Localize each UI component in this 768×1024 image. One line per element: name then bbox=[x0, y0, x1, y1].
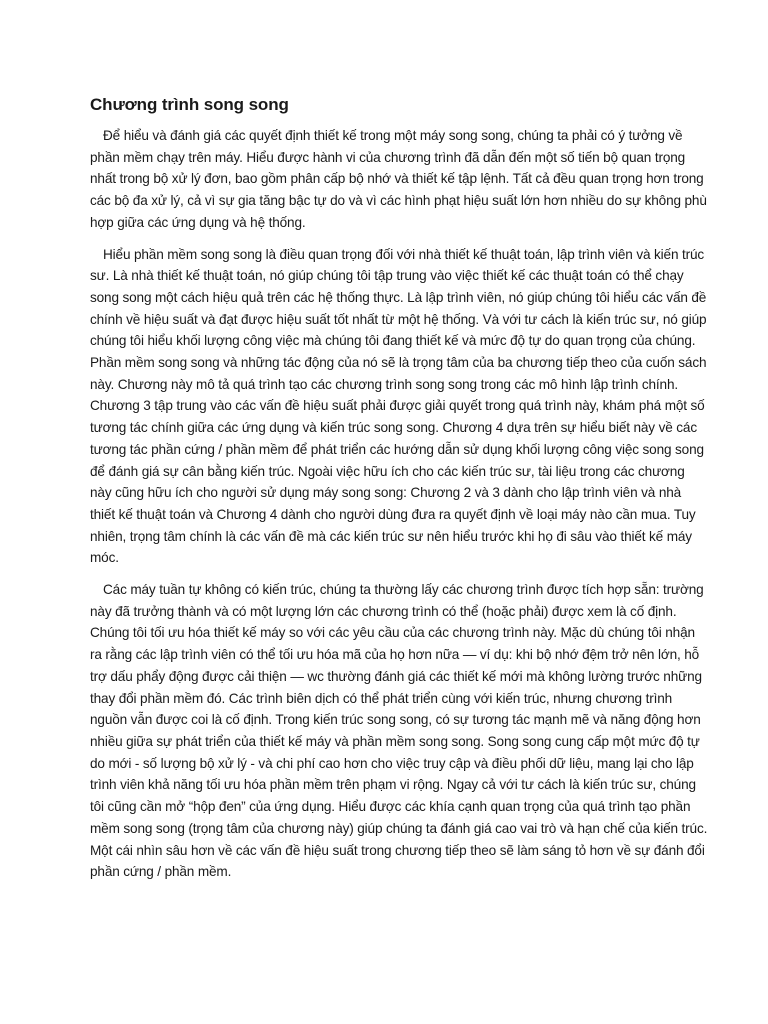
document-page bbox=[90, 93, 708, 893]
paragraph-3: Các máy tuần tự không có kiến trúc, chúng ta thường lấy các chương trình được tích hợp sẵn: trường này đã trưởng thành và có một lượng lớn các chương trình có thể (hoặc phải) được xem là cố định. Chúng tôi tối ưu hóa thiết kế máy so với các yêu cầu của các chương trình này. Mặc dù chúng tôi nhận ra rằng các lập trình viên có thể tối ưu hóa mã của họ hơn nữa — ví dụ: khi bộ nhớ đệm trở nên lớn, hỗ trợ dấu phẩy động được cải thiện — wc thường đánh giá các thiết kế mới mà không lường trước những thay đổi phần mềm đó. Các trình biên dịch có thể phát triển cùng với kiến trúc, nhưng chương trình nguồn vẫn được coi là cố định. Trong kiến trúc song song, có sự tương tác mạnh mẽ và năng động hơn nhiều giữa sự phát triển của thiết kế máy và phần mềm song song. Song song cung cấp một mức độ tự do mới - số lượng bộ xử lý - và chi phí cao hơn cho việc truy cập và điều phối dữ liệu, mang lại cho lập trình viên khả năng tối ưu hóa phần mềm trên phạm vi rộng. Ngay cả với tư cách là kiến trúc sư, chúng tôi cũng cần mở “hộp đen” của ứng dụng. Hiểu được các khía cạnh quan trọng của quá trình tạo phần mềm song song (trọng tâm của chương này) giúp chúng ta đánh giá cao vai trò và hạn chế của kiến trúc. Một cái nhìn sâu hơn về các vấn đề hiệu suất trong chương tiếp theo sẽ làm sáng tỏ hơn về sự đánh đổi phần cứng / phần mềm. bbox=[90, 582, 708, 880]
paragraph-2: Hiểu phần mềm song song là điều quan trọng đối với nhà thiết kế thuật toán, lập trình viên và kiến trúc sư. Là nhà thiết kế thuật toán, nó giúp chúng tôi tập trung vào việc thiết kế các thuật toán có thể chạy song song một cách hiệu quả trên các hệ thống thực. Là lập trình viên, nó giúp chúng tôi hiểu các vấn đề chính về hiệu suất và đạt được hiệu suất tốt nhất từ một hệ thống. Và với tư cách là kiến trúc sư, nó giúp chúng tôi hiểu khối lượng công việc mà chúng tôi đang thiết kế và mức độ tự do quan trọng của chúng. Phần mềm song song và những tác động của nó sẽ là trọng tâm của ba chương tiếp theo của cuốn sách này. Chương này mô tả quá trình tạo các chương trình song song trong các mô hình lập trình chính. Chương 3 tập trung vào các vấn đề hiệu suất phải được giải quyết trong quá trình này, khám phá một số tương tác chính giữa các ứng dụng và kiến trúc song song. Chương 4 dựa trên sự hiểu biết này về các tương tác phần cứng / phần mềm để phát triển các hướng dẫn sử dụng khối lượng công việc song song để đánh giá sự cân bằng kiến trúc. Ngoài việc hữu ích cho các kiến trúc sư, tài liệu trong các chương này cũng hữu ích cho người sử dụng máy song song: Chương 2 và 3 dành cho lập trình viên và nhà thiết kế thuật toán và Chương 4 dành cho người dùng đưa ra quyết định về loại máy nào cần mua. Tuy nhiên, trọng tâm chính là các vấn đề mà các kiến trúc sư nên hiểu trước khi họ đi sâu vào thiết kế máy móc. bbox=[90, 246, 707, 566]
page-title: Chương trình song song bbox=[90, 95, 289, 114]
paragraph-1: Để hiểu và đánh giá các quyết định thiết kế trong một máy song song, chúng ta phải có ý tưởng về phần mềm chạy trên máy. Hiểu được hành vi của chương trình đã dẫn đến một số tiến bộ quan trọng nhất trong bộ xử lý đơn, bao gồm phân cấp bộ nhớ và thiết kế tập lệnh. Tất cả đều quan trọng hơn trong các bộ đa xử lý, cả vì sự gia tăng bậc tự do và vì các hình phạt hiệu suất lớn hơn nhiều do sự không phù hợp giữa các ứng dụng và hệ thống. bbox=[90, 128, 707, 230]
